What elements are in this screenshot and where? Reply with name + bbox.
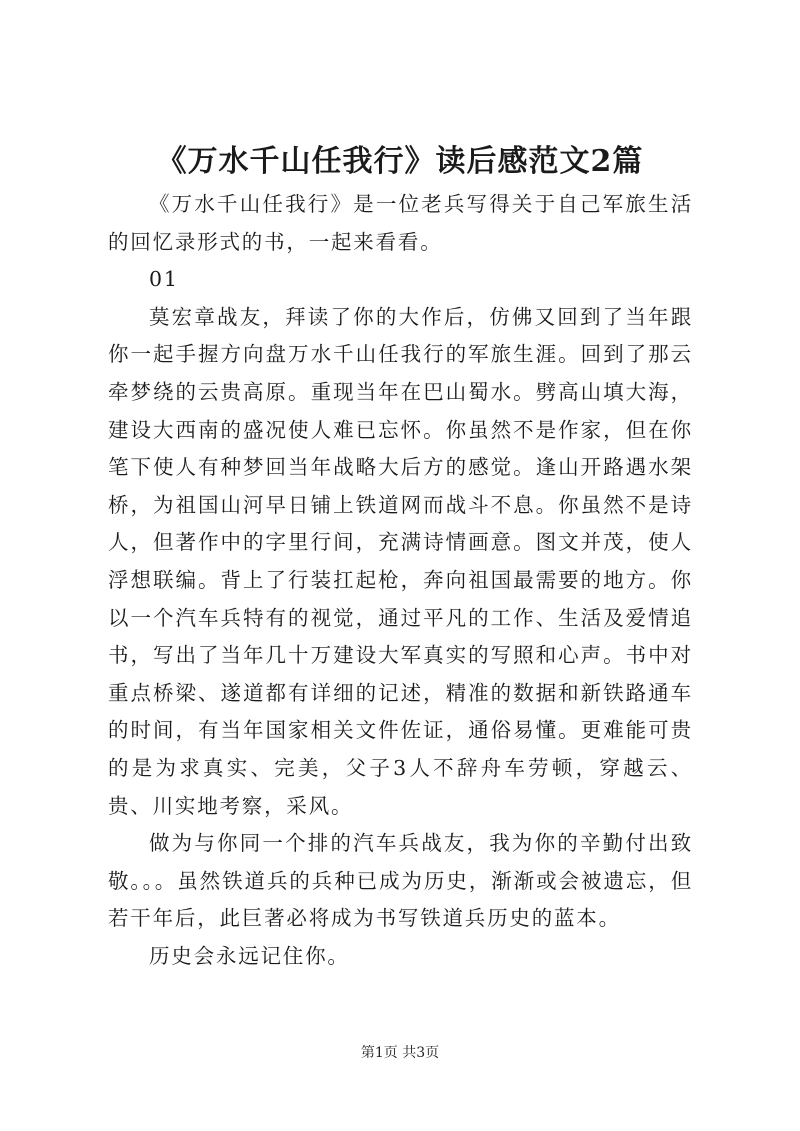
body-paragraph: 莫宏章战友，拜读了你的大作后，仿佛又回到了当年跟你一起手握方向盘万水千山任我行的军旅生涯。回到了那云牵梦绕的云贵高原。重现当年在巴山蜀水。劈高山填大海，建设大西南的盛况使人难已忘怀。你虽然不是作家，但在你笔下使人有种梦回当年战略大后方的感觉。逢山开路遇水架桥，为祖国山河早日铺上铁道网而战斗不息。你虽然不是诗人，但著作中的字里行间，充满诗情画意。图文并茂，使人浮想联编。背上了行装扛起枪，奔向祖国最需要的地方。你以一个汽车兵特有的视觉，通过平凡的工作、生活及爱情追书，写出了当年几十万建设大军真实的写照和心声。书中对重点桥梁、遂道都有详细的记述，精准的数据和新铁路通车的时间，有当年国家相关文件佐证，通俗易懂。更难能可贵的是为求真实、完美，父子3人不辞舟车劳顿，穿越云、贵、川实地考察，采风。 [108,304,693,818]
page-number-label: 第1页 共3页 [360,1045,440,1061]
body-paragraph: 做为与你同一个排的汽车兵战友，我为你的辛勤付出致敬。。。虽然铁道兵的兵种已成为历史，渐渐或会被遗忘，但若干年后，此巨著必将成为书写铁道兵历史的蓝本。 [108,831,693,931]
closing-paragraph: 历史会永远记住你。 [149,943,350,968]
intro-paragraph: 《万水千山任我行》是一位老兵写得关于自己军旅生活的回忆录形式的书，一起来看看。 [108,192,693,254]
page-footer [0,1043,800,1063]
page-title: 《万水千山任我行》读后感范文2篇 [156,144,644,179]
section-number: 01 [149,267,179,292]
document-body [108,186,693,975]
